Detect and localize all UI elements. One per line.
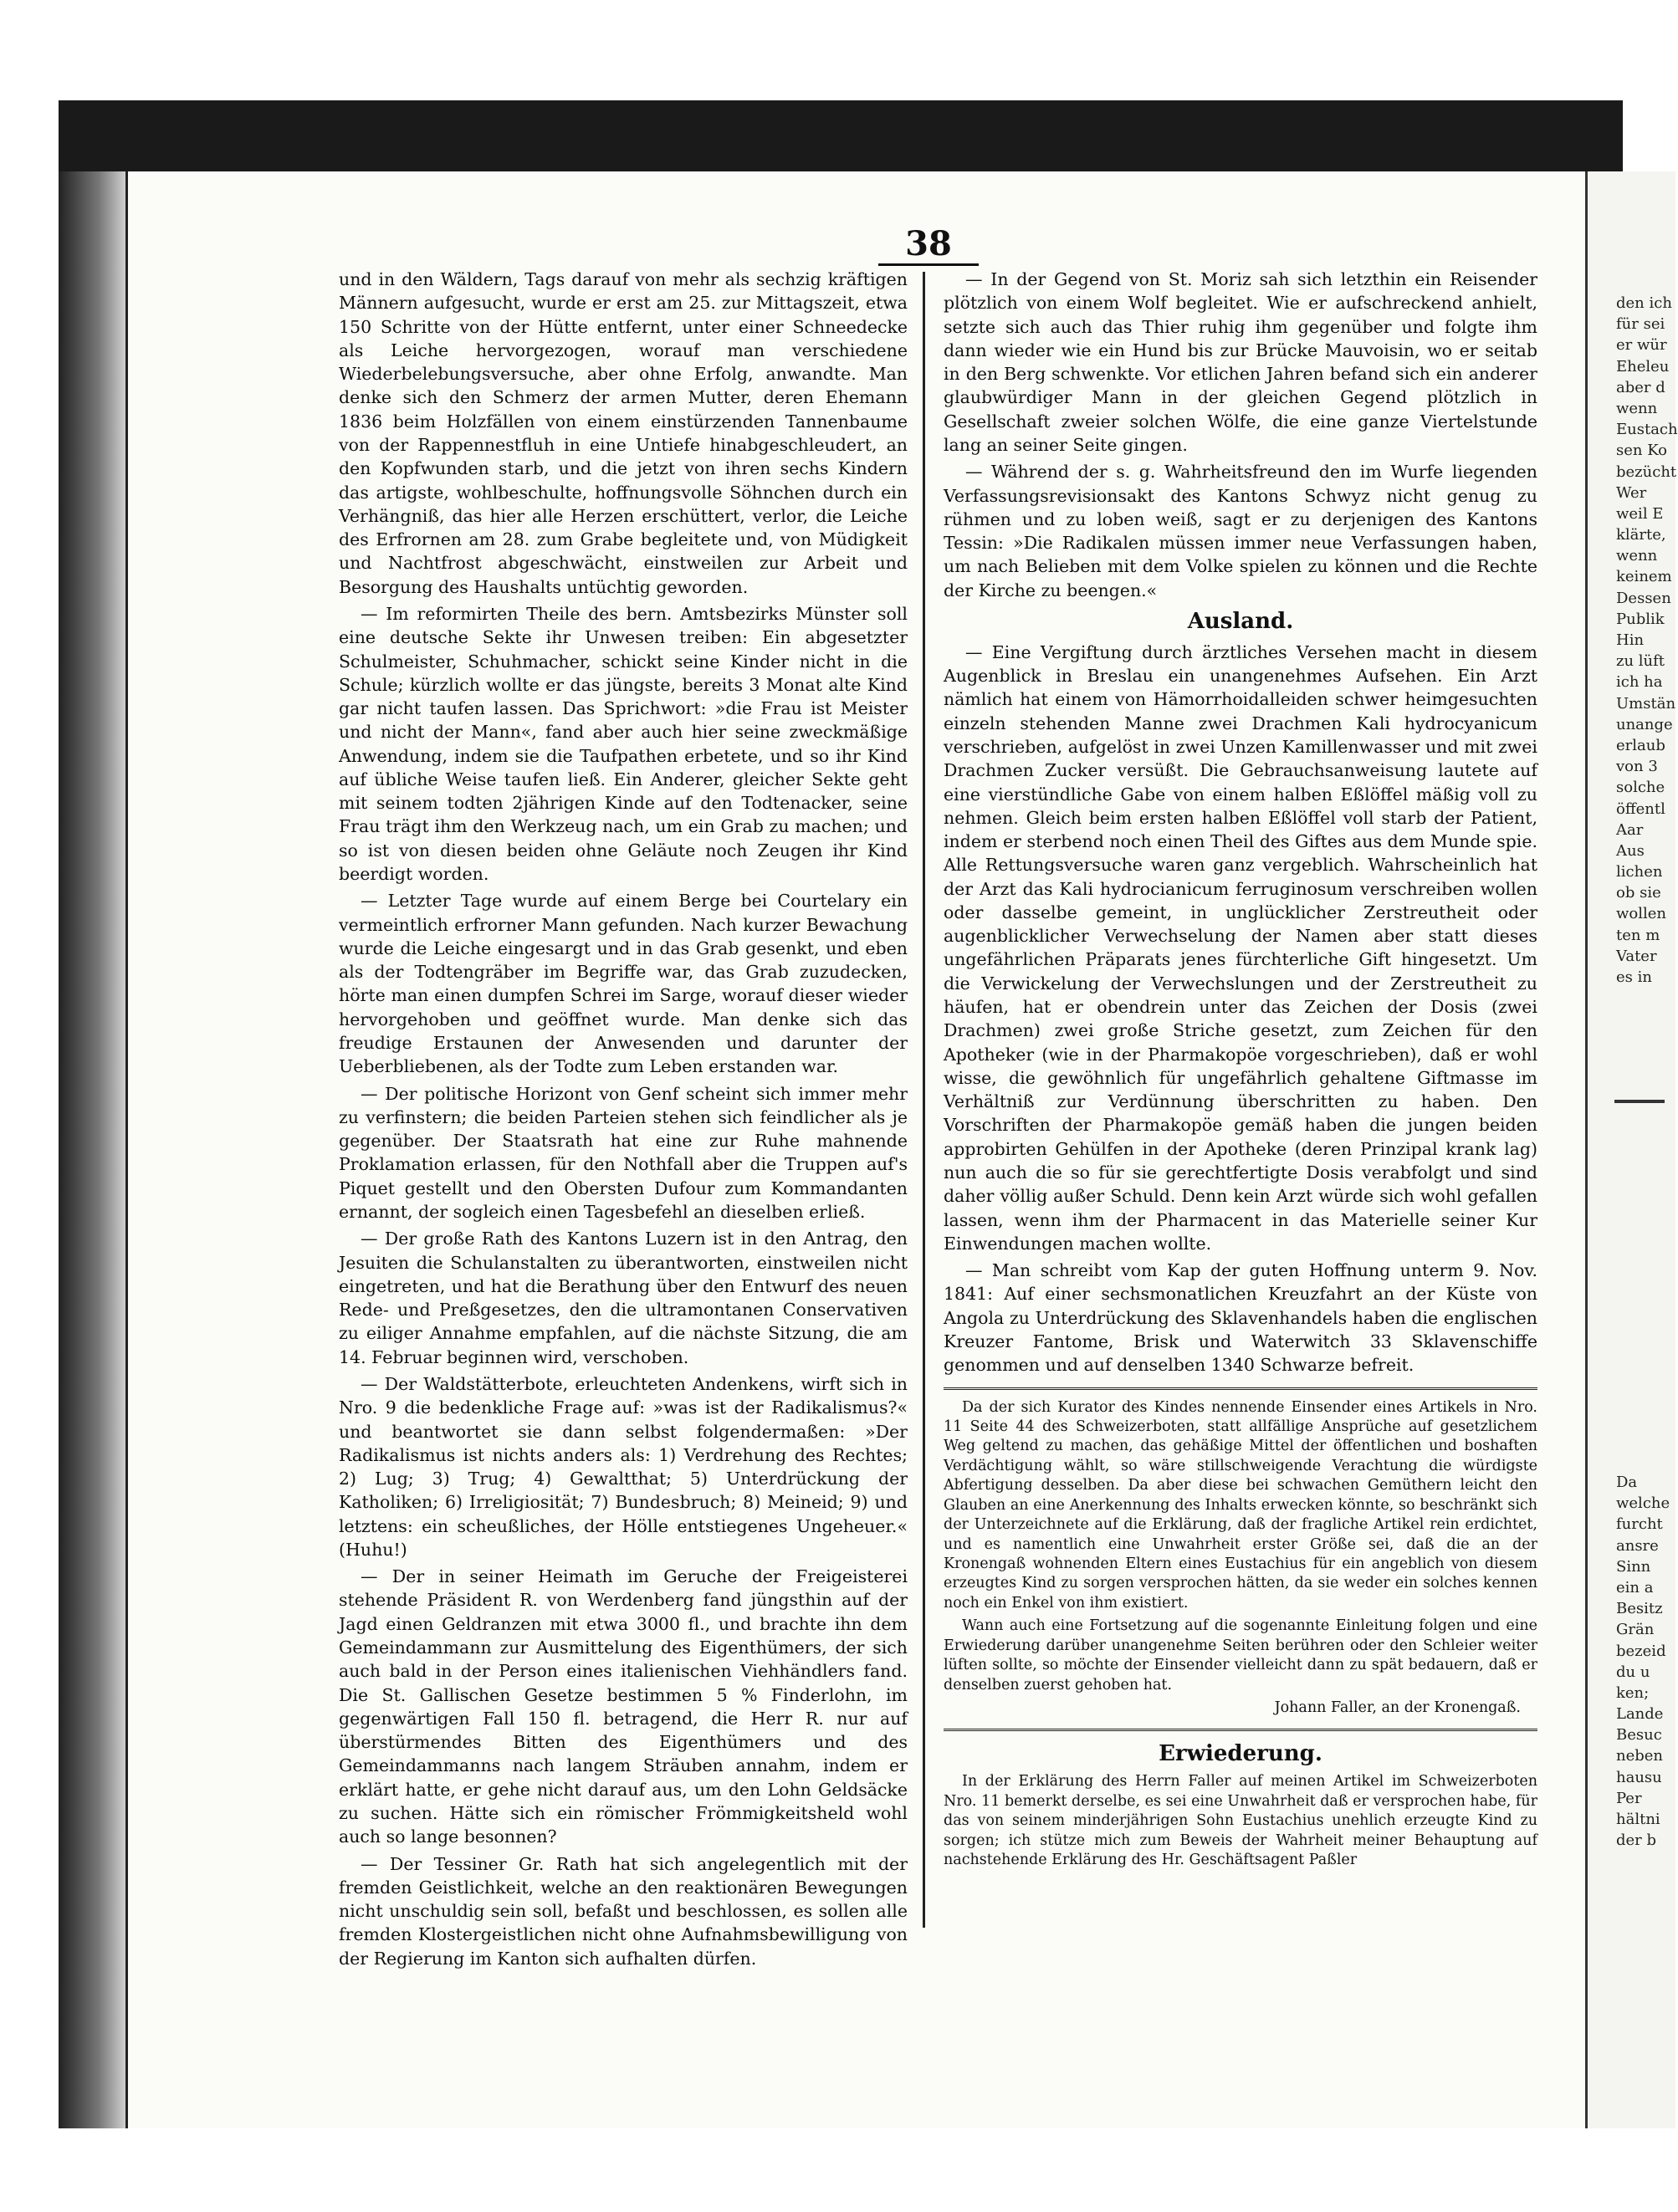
next-page-fragment: Aus bbox=[1616, 841, 1645, 860]
next-page-fragment: bezeid bbox=[1616, 1642, 1666, 1660]
next-page-fragment: hausu bbox=[1616, 1768, 1662, 1786]
article-paragraph: — Man schreibt vom Kap der guten Hoffnung unterm 9. Nov. 1841: Auf einer sechsmonatlichen Kreuzfahrt an der Küste von Angola zu Unterdrückung des Sklavenhandels haben die englischen Kreuzer Fantome, Brisk und Waterwitch 33 Sklavenschiffe genommen und auf denselben 1340 Schwarze befreit. bbox=[944, 1260, 1537, 1376]
next-page-fragment: aber d bbox=[1616, 378, 1665, 396]
reply-block bbox=[944, 1772, 1537, 1870]
next-page-fragment: der b bbox=[1616, 1831, 1657, 1850]
section-rule bbox=[944, 1729, 1537, 1731]
next-page-fragment: welche bbox=[1616, 1494, 1670, 1513]
right-column bbox=[944, 268, 1537, 1874]
next-page-fragment: Publik bbox=[1616, 610, 1665, 628]
next-page-fragment: weil E bbox=[1616, 504, 1664, 523]
next-page-fragment: sen Ko bbox=[1616, 442, 1668, 460]
notice-signature: Johann Faller, an der Kronengaß. bbox=[1274, 1699, 1521, 1717]
next-page-fragment: wollen bbox=[1616, 905, 1667, 923]
article-paragraph: — Während der s. g. Wahrheitsfreund den im Wurfe liegenden Verfassungsrevisionsakt des Kantons Schwyz nicht genug zu rühmen und zu loben weiß, sagt er zu derjenigen des Kantons Tessin: »Die Radikalen müssen immer neue Verfassungen haben, um nach Belieben mit dem Volke spielen zu können und die Rechte der Kirche zu beengen.« bbox=[944, 462, 1537, 600]
next-page-fragment: Lande bbox=[1616, 1705, 1664, 1724]
next-page-fragment: wenn bbox=[1616, 399, 1658, 417]
binding-shadow bbox=[59, 171, 125, 2128]
left-column bbox=[339, 268, 908, 1974]
next-page-fragment: öffentl bbox=[1616, 799, 1665, 818]
next-page-fragment: Grän bbox=[1616, 1621, 1655, 1639]
next-page-fragment: er wür bbox=[1616, 336, 1667, 355]
article-paragraph: — Der Tessiner Gr. Rath hat sich angelegentlich mit der fremden Geistlichkeit, welche an den reaktionären Bewegungen nicht unschuldig sein soll, befaßt und beschlossen, es sollen alle fremden Klostergeistlichen nicht ohne Aufnahmsbewilligung von der Regierung im Kanton sich aufhalten dürfen. bbox=[339, 1853, 908, 1969]
next-page-fragments-bottom bbox=[1616, 1472, 1670, 1851]
next-page-fragment: neben bbox=[1616, 1747, 1664, 1765]
next-page-fragment: von 3 bbox=[1616, 758, 1658, 776]
article-paragraph: — Letzter Tage wurde auf einem Berge bei Courtelary ein vermeintlich erfrorner Mann gefunden. Nach kurzer Bewachung wurde die Leiche eingesargt und in das Grab gesenkt, und eben als der Todtengräber im Begriffe war, das Grab zuzudecken, hörte man einen dumpfen Schrei im Sarge, worauf dieser wieder hervorgehoben und geöffnet wurde. Man denke sich das freudige Erstaunen der Anwesenden und darunter der Ueberbliebenen, als der Todte zum Leben erstanden war. bbox=[339, 891, 908, 1077]
article-paragraph: — Im reformirten Theile des bern. Amtsbezirks Münster soll eine deutsche Sekte ihr Unwesen treiben: Ein abgesetzter Schulmeister, Schuhmacher, schickt seine Kinder nicht in die Schule; kürzlich wollte er das jüngste, bereits 3 Monat alte Kind gar nicht taufen lassen. Das Sprichwort: »die Frau ist Meister und nicht der Mann«, fand aber auch hier seine zweckmäßige Anwendung, indem sie die Taufpathen erbetete, und so ihr Kind auf übliche Weise taufen ließ. Ein Anderer, gleicher Sekte geht mit seinem todten 2jährigen Kinde auf den Todtenacker, seine Frau trägt ihm den Werkzeug nach, um ein Grab zu machen; und so ist von diesen beiden ohne Geläute noch Zeugen ihr Kind beerdigt worden. bbox=[339, 603, 908, 885]
article-paragraph: — Der politische Horizont von Genf scheint sich immer mehr zu verfinstern; die beiden Parteien stehen sich feindlicher als je gegenüber. Der Staatsrath hat eine zur Ruhe mahnende Proklamation erlassen, für den Nothfall aber die Truppen auf's Piquet gestellt und den Obersten Dufour zum Kommandanten ernannt, der sogleich einen Tagesbefehl an dieselben erließ. bbox=[339, 1083, 908, 1222]
reply-paragraph: In der Erklärung des Herrn Faller auf meinen Artikel im Schweizerboten Nro. 11 bemerkt derselbe, es sei eine Unwahrheit daß er versprochen habe, für das von seinem minderjährigen Sohn Eustachius unehlich erzeugte Kind zu sorgen; ich stütze mich zum Beweis der Wahrheit meiner Behauptung auf nachstehende Erklärung des Hr. Geschäftsagent Paßler bbox=[944, 1773, 1537, 1869]
notice-paragraph: Wann auch eine Fortsetzung auf die sogenannte Einleitung folgen und eine Erwiederung darüber unangenehme Seiten berühren oder den Schleier weiter lüften sollte, so möchte der Einsender vielleicht dann zu spät bedauern, daß er denselben zuerst gehoben hat. bbox=[944, 1617, 1537, 1693]
next-page-fragment: Besuc bbox=[1616, 1726, 1662, 1745]
article-paragraph: — Der große Rath des Kantons Luzern ist in den Antrag, den Jesuiten die Schulanstalten zu überantworten, einstweilen nicht eingetreten, und hat die Berathung über den Entwurf des neuen Rede- und Preßgesetzes, den die ultramontanen Conservativen zu eiliger Annahme empfahlen, auf die nächste Sitzung, die am 14. Februar beginnen wird, verschoben. bbox=[339, 1229, 908, 1367]
next-page-fragment: bezücht bbox=[1616, 462, 1677, 481]
next-page-fragment: du u bbox=[1616, 1663, 1650, 1681]
section-rule bbox=[944, 1387, 1537, 1390]
column-divider bbox=[923, 272, 925, 1928]
section-heading-ausland: Ausland. bbox=[1187, 608, 1294, 634]
next-page-fragment: ansre bbox=[1616, 1536, 1659, 1555]
next-page-fragment: furcht bbox=[1616, 1515, 1663, 1534]
next-page-fragment: Eustach bbox=[1616, 421, 1678, 439]
next-page-fragment: ken; bbox=[1616, 1683, 1650, 1702]
next-page-fragment: ob sie bbox=[1616, 884, 1661, 902]
next-page-fragment: ein a bbox=[1616, 1578, 1654, 1596]
next-page-fragment: für sei bbox=[1616, 315, 1665, 334]
next-page-rule bbox=[1614, 1100, 1665, 1103]
reply-heading: Erwiederung. bbox=[1159, 1740, 1322, 1766]
next-page-fragment: erlaub bbox=[1616, 736, 1665, 754]
next-page-fragment: es in bbox=[1616, 968, 1652, 986]
article-paragraph: und in den Wäldern, Tags darauf von mehr als sechzig kräftigen Männern aufgesucht, wurde er erst am 25. zur Mittagszeit, etwa 150 Schritte von der Hütte entfernt, unter einer Schneedecke als Leiche hervorgezogen, worauf man verschiedene Wiederbelebungsversuche, aber ohne Erfolg, anwandte. Man denke sich den Schmerz der armen Mutter, deren Ehemann 1836 beim Holzfällen von einem einstürzenden Tannenbaume von der Rappennestfluh in eine Untiefe hinabgeschleudert, an den Kopfwunden starb, und die jetzt von ihren sechs Kindern das artigste, wohlbeschulte, hoffnungsvolle Söhnchen durch ein Verhängniß, das hier alle Herzen erschüttert, verlor, die Leiche des Erfrornen am 28. zum Grabe begleitete und, von Müdigkeit und Nachtfrost abgeschwächt, einstweilen zur Arbeit und Besorgung des Haushalts untüchtig geworden. bbox=[339, 269, 908, 597]
next-page-fragment: Umstän bbox=[1616, 694, 1676, 713]
scan-dark-edge bbox=[59, 100, 1623, 176]
next-page-fragment: Eheleu bbox=[1616, 357, 1670, 375]
article-paragraph: — In der Gegend von St. Moriz sah sich letzthin ein Reisender plötzlich von einem Wolf begleitet. Wie er aufschreckend anhielt, setzte sich auch das Thier ruhig ihm gegenüber und folgte ihm dann wieder wie ein Hund bis zur Brücke Mauvoisin, wo er seitab in den Berg schwenkte. Vor etlichen Jahren befand sich ein anderer glaubwürdiger Mann in der gleichen Gegend plötzlich in Gesellschaft zweier solchen Wölfe, die eine ganze Viertelstunde lang an seiner Seite gingen. bbox=[944, 269, 1537, 455]
page-number: 38 bbox=[878, 224, 979, 266]
next-page-fragment: solche bbox=[1616, 779, 1665, 797]
notice-block bbox=[944, 1398, 1537, 1719]
next-page-fragment: unange bbox=[1616, 715, 1673, 733]
next-page-fragment: Vater bbox=[1616, 947, 1657, 965]
next-page-fragment: wenn bbox=[1616, 547, 1658, 565]
next-page-fragment: Wer bbox=[1616, 483, 1647, 502]
notice-paragraph: Da der sich Kurator des Kindes nennende Einsender eines Artikels in Nro. 11 Seite 44 des Schweizerboten, statt allfällige Ansprüche auf gesetzlichem Weg geltend zu machen, das gehäßige Mittel der öffentlichen und boshaften Verdächtigung wählt, so wäre stillschweigende Verachtung die würdigste Abfertigung desselben. Da aber diese bei schwachen Gemüthern leicht den Glauben an eine Anerkennung des Inhalts erwecken könnte, so beschränkt sich der Unterzeichnete auf die Erklärung, daß der fragliche Artikel rein erdichtet, und es namentlich eine Unwahrheit erster Größe sei, daß die an der Kronengaß wohnenden Eltern eines Eustachius für ein angeblich von diesem erzeugtes Kind zu sorgen versprochen hätten, da sie weder ein solches kennen noch ein Enkel von ihm existiert. bbox=[944, 1398, 1537, 1612]
next-page-fragment: klärte, bbox=[1616, 526, 1666, 544]
next-page-fragment: den ich bbox=[1616, 294, 1672, 312]
next-page-fragment: Dessen bbox=[1616, 589, 1671, 607]
next-page-fragment: Da bbox=[1616, 1474, 1638, 1491]
next-page-fragment: keinem bbox=[1616, 568, 1672, 586]
next-page-fragment: lichen bbox=[1616, 863, 1663, 881]
next-page-fragment: Per bbox=[1616, 1789, 1642, 1807]
next-page-fragment: Aar bbox=[1616, 820, 1644, 839]
next-page-fragment: hältni bbox=[1616, 1811, 1660, 1828]
article-paragraph: — Eine Vergiftung durch ärztliches Versehen macht in diesem Augenblick in Breslau ein unangenehmes Aufsehen. Ein Arzt nämlich hat einem von Hämorrhoidalleiden schwer heimgesuchten einzeln stehenden Manne zwei Drachmen Kali hydrocyanicum verschrieben, aufgelöst in zwei Unzen Kamillenwasser und mit zwei Drachmen Zucker versüßt. Die Gebrauchsanweisung lautete auf eine vierstündliche Gabe von einem halben Eßlöffel mäßig voll zu nehmen. Gleich beim ersten halben Eßlöffel voll starb der Patient, indem er sterbend noch einen Theil des Giftes aus dem Munde spie. Alle Rettungsversuche waren ganz vergeblich. Wahrscheinlich hat der Arzt das Kali hydrocianicum ferruginosum verschreiben wollen oder dasselbe gemeint, in unglücklicher Zerstreutheit oder augenblicklicher Verwechselung der Namen aber statt dieses ungefährlichen Präparats jenes fürchterliche Gift hingesetzt. Um die Verwickelung der Verwechslungen und der Zerstreutheit zu häufen, hat er obendrein unter das Zeichen der Dosis (zwei Drachmen) zwei große Striche gesetzt, zum Zeichen für den Apotheker (wie in der Pharmakopöe vorgeschrieben), daß er wohl wisse, die gewöhnlich für ungefährlich gehaltene Giftmasse im Verhältniß zur Verdünnung überschritten zu haben. Den Vorschriften der Pharmakopöe gemäß haben die jungen beiden approbirten Gehülfen in der Apotheke (deren Prinzipal krank lag) nun auch die so für sie gerechtfertigte Dosis verabfolgt und sind daher völlig außer Schuld. Denn kein Arzt würde sich wohl gefallen lassen, wenn ihm der Pharmacent in das Materielle seiner Kur Einwendungen machen wollte. bbox=[944, 641, 1537, 1254]
article-paragraph: — Der Waldstätterbote, erleuchteten Andenkens, wirft sich in Nro. 9 die bedenkliche Frage auf: »was ist der Radikalismus?« und beantwortet sie dann selbst folgendermaßen: »Der Radikalismus ist nichts anders als: 1) Verdrehung des Rechtes; 2) Lug; 3) Trug; 4) Gewaltthat; 5) Unterdrückung der Katholiken; 6) Irreligiosität; 7) Bundesbruch; 8) Meineid; 9) und letztens: ein scheußliches, der Hölle entstiegenes Ungeheuer.« (Huhu!) bbox=[339, 1373, 908, 1560]
article-paragraph: — Der in seiner Heimath im Geruche der Freigeisterei stehende Präsident R. von Werdenberg fand jüngsthin auf der Jagd einen Geldranzen mit etwa 3000 fl., und brachte ihn dem Gemeindammann zur Ausmittelung des Eigenthümers, der sich auch bald in der Person eines italienischen Viehhändlers fand. Die St. Gallischen Gesetze bestimmen 5 % Finderlohn, im gegenwärtigen Fall 150 fl. betragend, die Herr R. nur auf überstürmendes Bitten des Eigenthümers und des Gemeindammanns nach langem Sträuben annahm, indem er erklärt hatte, er gehe nicht darauf aus, um den Lohn Geldsäcke zu suchen. Hätte sich ein römischer Frömmigkeitsheld wohl auch so lange besonnen? bbox=[339, 1566, 908, 1847]
next-page-fragment: ten m bbox=[1616, 926, 1660, 944]
next-page-fragment: Sinn bbox=[1616, 1557, 1651, 1576]
next-page-fragment: Hin bbox=[1616, 631, 1645, 649]
next-page-fragment: Besitz bbox=[1616, 1600, 1663, 1618]
next-page-fragments-top bbox=[1616, 293, 1678, 988]
next-page-fragment: zu lüft bbox=[1616, 652, 1665, 671]
next-page-fragment: ich ha bbox=[1616, 673, 1663, 692]
